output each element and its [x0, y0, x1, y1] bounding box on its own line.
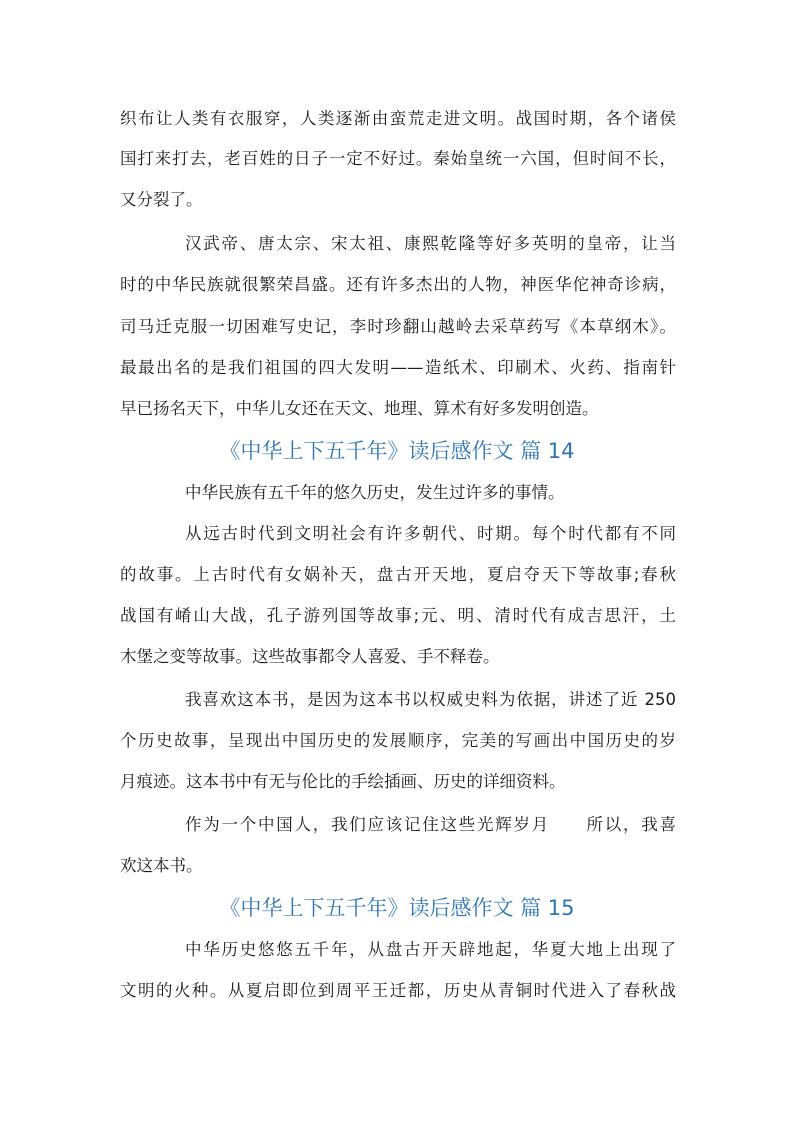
body-text-line: 中华民族有五千年的悠久历史，发生过许多的事情。: [185, 483, 565, 502]
body-text-line: 个历史故事，呈现出中国历史的发展顺序，完美的写画出中国历史的岁: [120, 731, 676, 750]
section-heading-14: 《中华上下五千年》读后感作文 篇 14: [219, 439, 575, 463]
body-text-line: 木堡之变等故事。这些故事都令人喜爱、手不释卷。: [120, 647, 500, 666]
body-text-line: 中华历史悠悠五千年，从盘古开天辟地起，华夏大地上出现了: [185, 940, 676, 959]
body-text-line: 汉武帝、唐太宗、宋太祖、康熙乾隆等好多英明的皇帝，让当: [185, 234, 676, 253]
body-text-line: 的故事。上古时代有女娲补天，盘古开天地，夏启夺天下等故事;春秋: [120, 565, 676, 584]
body-text-line: 文明的火种。从夏启即位到周平王迁都，历史从青铜时代进入了春秋战: [120, 981, 676, 1000]
body-text-line: 早已扬名天下，中华儿女还在天文、地理、算术有好多发明创造。: [120, 399, 599, 418]
body-text-line: 欢这本书。: [120, 856, 203, 875]
body-text-line: 最最出名的是我们祖国的四大发明——造纸术、印刷术、火药、指南针: [120, 358, 676, 377]
body-text-line: 从远古时代到文明社会有许多朝代、时期。每个时代都有不同: [185, 524, 676, 543]
body-text-line: 织布让人类有衣服穿，人类逐渐由蛮荒走进文明。战国时期，各个诸侯: [120, 109, 676, 128]
body-text-line: 又分裂了。: [120, 190, 203, 209]
body-text-line: 司马迁克服一切困难写史记，李时珍翻山越岭去采草药写《本草纲木》。: [120, 317, 676, 336]
body-text-line: 月痕迹。这本书中有无与伦比的手绘插画、历史的详细资料。: [120, 772, 566, 791]
body-text-line: 时的中华民族就很繁荣昌盛。还有许多杰出的人物，神医华佗神奇诊病，: [120, 275, 676, 294]
body-text-line: 我喜欢这本书，是因为这本书以权威史料为依据，讲述了近 250: [185, 690, 676, 709]
body-text-line: 作为一个中国人，我们应该记住这些光辉岁月 所以，我喜: [185, 815, 676, 834]
body-text-line: 国打来打去，老百姓的日子一定不好过。秦始皇统一六国，但时间不长，: [120, 149, 676, 168]
section-heading-15: 《中华上下五千年》读后感作文 篇 15: [219, 896, 575, 920]
body-text-line: 战国有崤山大战，孔子游列国等故事;元、明、清时代有成吉思汗，土: [120, 606, 676, 625]
